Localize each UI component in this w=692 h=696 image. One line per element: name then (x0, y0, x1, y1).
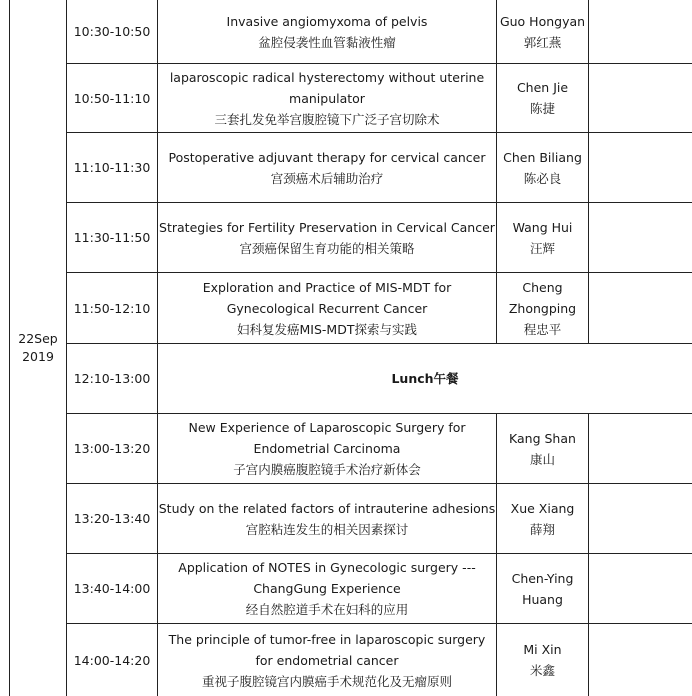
notes-cell (589, 554, 692, 623)
notes-cell (589, 273, 692, 343)
talk-title-cell (158, 64, 496, 132)
talk-title-en: for endometrial cancer (255, 652, 399, 668)
time-cell (67, 203, 157, 272)
date-cell (10, 0, 66, 696)
time-slot: 10:50-11:10 (73, 90, 151, 106)
speaker-name: Huang (522, 591, 563, 607)
speaker-name: Chen Biliang (503, 149, 582, 165)
speaker-name: 薛翔 (529, 521, 555, 537)
time-cell (67, 414, 157, 483)
time-cell (67, 624, 157, 696)
time-cell (67, 344, 157, 413)
time-slot: 13:40-14:00 (73, 581, 151, 596)
notes-cell (589, 414, 692, 483)
time-slot: 11:50-12:10 (73, 300, 151, 316)
talk-title-en: Study on the related factors of intrauterine adhesions (158, 500, 496, 516)
notes-cell (589, 624, 692, 696)
time-slot: 11:10-11:30 (73, 160, 151, 175)
talk-title-cell (158, 484, 496, 553)
talk-title-en: New Experience of Laparoscopic Surgery for (188, 420, 466, 435)
talk-title-cell (158, 273, 496, 343)
speaker-cell (497, 64, 588, 132)
speaker-name: Wang Hui (512, 219, 573, 235)
talk-title-en: Strategies for Fertility Preservation in Cervical Cancer (159, 219, 495, 235)
speaker-name: 郭红燕 (523, 34, 562, 50)
merge-mask (588, 344, 589, 413)
talk-title-cell (158, 624, 496, 696)
speaker-cell (497, 133, 588, 202)
time-cell (67, 0, 157, 63)
talk-title-zh: 宫颈癌术后辅助治疗 (270, 170, 384, 186)
talk-title-zh: 妇科复发癌MIS-MDT探索与实践 (237, 321, 417, 337)
notes-cell (589, 203, 692, 272)
time-slot: 13:00-13:20 (73, 441, 151, 456)
talk-title-zh: 重视子腹腔镜宫内膜癌手术规范化及无瘤原则 (201, 673, 452, 689)
speaker-cell (497, 0, 588, 63)
speaker-name: Cheng (522, 279, 563, 295)
lunch-label: Lunch午餐 (391, 371, 459, 386)
talk-title-en: laparoscopic radical hysterectomy without uterine (169, 69, 485, 85)
talk-title-en: manipulator (289, 90, 365, 106)
talk-title-cell (158, 0, 496, 63)
time-cell (67, 64, 157, 132)
time-cell (67, 133, 157, 202)
time-slot: 13:20-13:40 (73, 511, 151, 526)
talk-title-zh: 宫腔粘连发生的相关因素探讨 (245, 521, 409, 537)
speaker-name: 汪辉 (529, 240, 555, 256)
speaker-name: 康山 (529, 451, 555, 467)
talk-title-cell (158, 203, 496, 272)
speaker-name: Mi Xin (523, 642, 562, 657)
talk-title-en: Application of NOTES in Gynecologic surgery --- (178, 560, 476, 575)
talk-title-en: The principle of tumor-free in laparoscopic surgery (168, 631, 486, 647)
talk-title-zh: 子宫内膜癌腹腔镜手术治疗新体会 (233, 462, 421, 477)
date-day: 22Sep (18, 331, 58, 346)
talk-title-zh: 三套扎发免举宫腹腔镜下广泛子宫切除术 (214, 111, 440, 127)
notes-cell (589, 64, 692, 132)
speaker-cell (497, 554, 588, 623)
time-cell (67, 484, 157, 553)
talk-title-cell (158, 133, 496, 202)
lunch-cell (158, 344, 692, 413)
talk-title-cell (158, 414, 496, 483)
time-cell (67, 554, 157, 623)
time-slot: 11:30-11:50 (73, 230, 151, 245)
time-slot: 14:00-14:20 (73, 652, 151, 668)
notes-cell (589, 133, 692, 202)
speaker-name: Kang Shan (509, 430, 576, 446)
speaker-name: 程忠平 (523, 321, 562, 337)
talk-title-en: ChangGung Experience (253, 581, 401, 596)
time-cell (67, 273, 157, 343)
merge-mask (496, 344, 497, 413)
speaker-cell (497, 414, 588, 483)
notes-cell (589, 484, 692, 553)
talk-title-en: Exploration and Practice of MIS-MDT for (202, 279, 452, 295)
time-slot: 10:30-10:50 (73, 24, 151, 39)
speaker-name: 陈必良 (523, 170, 562, 186)
talk-title-en: Postoperative adjuvant therapy for cervical cancer (168, 149, 486, 165)
speaker-name: Chen-Ying (511, 570, 574, 586)
speaker-cell (497, 203, 588, 272)
speaker-cell (497, 484, 588, 553)
time-slot: 12:10-13:00 (73, 371, 151, 386)
speaker-cell (497, 273, 588, 343)
talk-title-zh: 宫颈癌保留生育功能的相关策略 (239, 240, 415, 256)
speaker-cell (497, 624, 588, 696)
speaker-name: 米鑫 (529, 663, 555, 678)
talk-title-cell (158, 554, 496, 623)
schedule-table (9, 0, 692, 696)
speaker-name: Zhongping (508, 300, 577, 316)
talk-title-zh: 盆腔侵袭性血管黏液性瘤 (258, 34, 396, 50)
talk-title-en: Invasive angiomyxoma of pelvis (226, 13, 428, 29)
speaker-name: Chen Jie (516, 80, 569, 95)
speaker-name: 陈捷 (529, 101, 555, 116)
notes-cell (589, 0, 692, 63)
talk-title-zh: 经自然腔道手术在妇科的应用 (245, 602, 409, 617)
speaker-name: Xue Xiang (510, 500, 575, 516)
talk-title-en: Gynecological Recurrent Cancer (226, 300, 428, 316)
date-year: 2019 (22, 349, 54, 364)
speaker-name: Guo Hongyan (499, 13, 586, 29)
talk-title-en: Endometrial Carcinoma (253, 441, 401, 456)
